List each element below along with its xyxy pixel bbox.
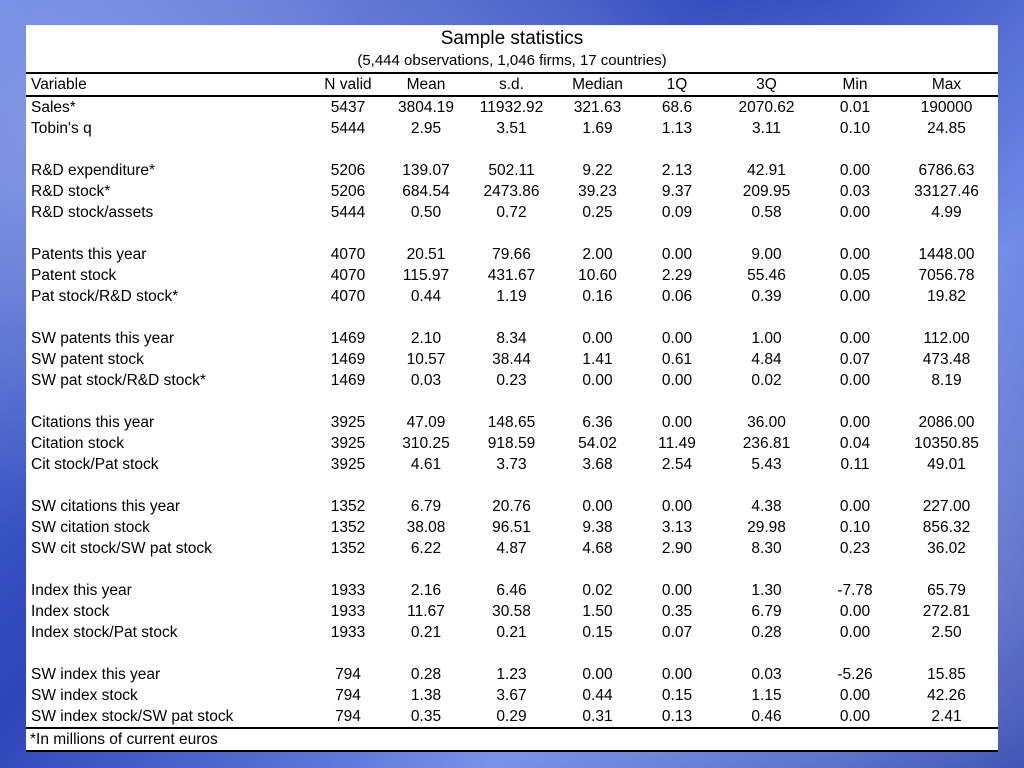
value-cell: 502.11 bbox=[488, 162, 535, 179]
value-cell: 0.39 bbox=[751, 288, 782, 305]
value-cell: 0.09 bbox=[661, 204, 693, 221]
value-cell: 0.00 bbox=[839, 288, 871, 305]
value-cell: 1933 bbox=[330, 603, 366, 620]
variable-name-cell: SW index stock/SW pat stock bbox=[31, 708, 234, 725]
value-cell: 0.00 bbox=[839, 372, 871, 389]
variable-name-cell: SW citations this year bbox=[31, 498, 181, 515]
value-cell: 3.51 bbox=[496, 120, 527, 137]
column-header-variable: Variable bbox=[26, 73, 308, 96]
variable-name-cell: R&D stock* bbox=[31, 183, 111, 200]
table-row bbox=[26, 160, 998, 181]
header-row bbox=[26, 73, 998, 96]
value-cell: 0.00 bbox=[661, 330, 693, 347]
value-cell: 0.35 bbox=[661, 603, 693, 620]
value-cell: 8.19 bbox=[931, 372, 962, 389]
value-cell: 24.85 bbox=[927, 120, 966, 137]
value-cell: 0.02 bbox=[751, 372, 782, 389]
value-cell: 9.22 bbox=[582, 162, 613, 179]
value-cell: 0.00 bbox=[839, 414, 871, 431]
value-cell: 1933 bbox=[330, 624, 366, 641]
variable-name-cell: Citation stock bbox=[31, 435, 125, 452]
value-cell: -5.26 bbox=[837, 666, 873, 683]
value-cell: 0.15 bbox=[661, 687, 693, 704]
value-cell: 918.59 bbox=[487, 435, 536, 452]
value-cell: 0.06 bbox=[661, 288, 693, 305]
value-cell: -7.78 bbox=[837, 582, 873, 599]
value-cell: 473.48 bbox=[922, 351, 971, 368]
value-cell: 1.30 bbox=[751, 582, 782, 599]
value-cell: 4.61 bbox=[410, 456, 442, 473]
value-cell: 1.15 bbox=[751, 687, 782, 704]
value-cell: 0.00 bbox=[839, 330, 871, 347]
table-row bbox=[26, 433, 998, 454]
value-cell: 0.10 bbox=[839, 120, 871, 137]
variable-name-cell: Pat stock/R&D stock* bbox=[31, 288, 179, 305]
value-cell: 36.00 bbox=[747, 414, 786, 431]
variable-name-cell: SW patent stock bbox=[31, 351, 144, 368]
table-row bbox=[26, 349, 998, 370]
value-cell: 2.16 bbox=[410, 582, 442, 599]
value-cell: 8.34 bbox=[496, 330, 527, 347]
variable-name-cell: Cit stock/Pat stock bbox=[31, 456, 159, 473]
table-row bbox=[26, 96, 998, 118]
value-cell: 0.44 bbox=[410, 288, 442, 305]
value-cell: 6.79 bbox=[751, 603, 782, 620]
table-row bbox=[26, 622, 998, 643]
value-cell: 39.23 bbox=[578, 183, 617, 200]
value-cell: 8.30 bbox=[751, 540, 782, 557]
value-cell: 3925 bbox=[330, 456, 366, 473]
column-header-mean: Mean bbox=[388, 73, 464, 96]
value-cell: 47.09 bbox=[406, 414, 446, 431]
value-cell: 10.57 bbox=[406, 351, 446, 368]
table-row bbox=[26, 244, 998, 265]
value-cell: 9.37 bbox=[661, 183, 693, 200]
value-cell: 0.01 bbox=[839, 99, 871, 116]
value-cell: 1352 bbox=[330, 519, 366, 536]
value-cell: 0.29 bbox=[496, 708, 527, 725]
group-spacer bbox=[26, 307, 998, 328]
table-row bbox=[26, 265, 998, 286]
table-body bbox=[26, 96, 998, 728]
value-cell: 0.28 bbox=[410, 666, 442, 683]
spacer-cell bbox=[26, 559, 998, 580]
value-cell: 9.00 bbox=[751, 246, 782, 263]
value-cell: 1.38 bbox=[410, 687, 442, 704]
value-cell: 236.81 bbox=[742, 435, 791, 452]
table-row bbox=[26, 517, 998, 538]
value-cell: 148.65 bbox=[487, 414, 536, 431]
value-cell: 6.46 bbox=[496, 582, 527, 599]
value-cell: 0.35 bbox=[410, 708, 442, 725]
value-cell: 65.79 bbox=[927, 582, 966, 599]
column-header-max: Max bbox=[895, 73, 998, 96]
value-cell: 0.58 bbox=[751, 204, 782, 221]
variable-name-cell: SW pat stock/R&D stock* bbox=[31, 372, 206, 389]
value-cell: 794 bbox=[335, 687, 361, 704]
column-header-3q: 3Q bbox=[718, 73, 815, 96]
value-cell: 0.00 bbox=[839, 603, 871, 620]
column-header-1q: 1Q bbox=[636, 73, 718, 96]
value-cell: 1933 bbox=[330, 582, 366, 599]
value-cell: 794 bbox=[335, 666, 361, 683]
value-cell: 0.31 bbox=[582, 708, 613, 725]
value-cell: 115.97 bbox=[402, 267, 450, 284]
spacer-cell bbox=[26, 223, 998, 244]
value-cell: 79.66 bbox=[492, 246, 531, 263]
value-cell: 5437 bbox=[330, 99, 366, 116]
value-cell: 33127.46 bbox=[914, 183, 979, 200]
value-cell: 1.19 bbox=[496, 288, 527, 305]
value-cell: 0.25 bbox=[582, 204, 613, 221]
value-cell: 0.00 bbox=[839, 687, 871, 704]
value-cell: 321.63 bbox=[573, 99, 622, 116]
variable-name-cell: SW cit stock/SW pat stock bbox=[31, 540, 212, 557]
value-cell: 1448.00 bbox=[918, 246, 975, 263]
value-cell: 0.00 bbox=[661, 666, 693, 683]
value-cell: 2.50 bbox=[931, 624, 962, 641]
value-cell: 2.10 bbox=[410, 330, 442, 347]
group-spacer bbox=[26, 139, 998, 160]
value-cell: 139.07 bbox=[402, 162, 450, 179]
value-cell: 2.13 bbox=[661, 162, 693, 179]
value-cell: 1352 bbox=[330, 540, 366, 557]
value-cell: 0.00 bbox=[661, 582, 693, 599]
value-cell: 209.95 bbox=[742, 183, 791, 200]
value-cell: 0.46 bbox=[751, 708, 782, 725]
table-subtitle: (5,444 observations, 1,046 firms, 17 countries) bbox=[357, 52, 667, 69]
table-row bbox=[26, 664, 998, 685]
value-cell: 11932.92 bbox=[479, 99, 544, 116]
value-cell: 20.76 bbox=[492, 498, 531, 515]
value-cell: 3.13 bbox=[661, 519, 693, 536]
table-row bbox=[26, 286, 998, 307]
value-cell: 0.21 bbox=[496, 624, 527, 641]
table-title: Sample statistics bbox=[440, 28, 584, 49]
value-cell: 0.03 bbox=[410, 372, 442, 389]
value-cell: 227.00 bbox=[922, 498, 971, 515]
variable-name-cell: Index this year bbox=[31, 582, 132, 599]
value-cell: 0.15 bbox=[582, 624, 613, 641]
value-cell: 1.13 bbox=[661, 120, 693, 137]
value-cell: 4.87 bbox=[496, 540, 527, 557]
variable-name-cell: SW patents this year bbox=[31, 330, 175, 347]
value-cell: 3.11 bbox=[751, 120, 782, 137]
spacer-cell bbox=[26, 475, 998, 496]
table-row bbox=[26, 538, 998, 559]
value-cell: 0.04 bbox=[839, 435, 871, 452]
value-cell: 1469 bbox=[330, 351, 366, 368]
value-cell: 0.61 bbox=[661, 351, 693, 368]
value-cell: 1.69 bbox=[582, 120, 613, 137]
value-cell: 3804.19 bbox=[397, 99, 455, 116]
value-cell: 6.36 bbox=[582, 414, 613, 431]
value-cell: 30.58 bbox=[492, 603, 531, 620]
value-cell: 0.16 bbox=[582, 288, 613, 305]
value-cell: 0.07 bbox=[661, 624, 693, 641]
value-cell: 2.29 bbox=[661, 267, 693, 284]
variable-name-cell: Patents this year bbox=[31, 246, 147, 263]
value-cell: 0.00 bbox=[839, 204, 871, 221]
value-cell: 5.43 bbox=[751, 456, 782, 473]
value-cell: 0.13 bbox=[661, 708, 693, 725]
value-cell: 4.68 bbox=[582, 540, 613, 557]
value-cell: 0.05 bbox=[839, 267, 871, 284]
group-spacer bbox=[26, 559, 998, 580]
spacer-cell bbox=[26, 391, 998, 412]
value-cell: 42.26 bbox=[927, 687, 966, 704]
value-cell: 272.81 bbox=[922, 603, 971, 620]
value-cell: 1.00 bbox=[751, 330, 782, 347]
value-cell: 0.00 bbox=[661, 414, 693, 431]
table-row bbox=[26, 118, 998, 139]
table-row bbox=[26, 181, 998, 202]
value-cell: 36.02 bbox=[927, 540, 966, 557]
value-cell: 42.91 bbox=[747, 162, 786, 179]
value-cell: 54.02 bbox=[578, 435, 617, 452]
variable-name-cell: Citations this year bbox=[31, 414, 155, 431]
value-cell: 5206 bbox=[330, 183, 366, 200]
value-cell: 4070 bbox=[330, 246, 366, 263]
value-cell: 11.49 bbox=[658, 435, 696, 452]
value-cell: 0.00 bbox=[661, 246, 693, 263]
column-header-median: Median bbox=[559, 73, 636, 96]
value-cell: 4070 bbox=[330, 267, 366, 284]
variable-name-cell: Index stock/Pat stock bbox=[31, 624, 178, 641]
value-cell: 0.00 bbox=[582, 330, 613, 347]
value-cell: 1469 bbox=[330, 372, 366, 389]
value-cell: 5444 bbox=[330, 120, 366, 137]
variable-name-cell: R&D expenditure* bbox=[31, 162, 156, 179]
value-cell: 11.67 bbox=[407, 603, 445, 620]
variable-name-cell: Sales* bbox=[31, 99, 76, 116]
slide bbox=[26, 25, 998, 752]
value-cell: 0.07 bbox=[839, 351, 871, 368]
value-cell: 49.01 bbox=[927, 456, 966, 473]
value-cell: 0.02 bbox=[582, 582, 613, 599]
value-cell: 0.11 bbox=[840, 456, 870, 473]
value-cell: 38.44 bbox=[492, 351, 531, 368]
group-spacer bbox=[26, 475, 998, 496]
value-cell: 1352 bbox=[330, 498, 366, 515]
value-cell: 2070.62 bbox=[738, 99, 795, 116]
value-cell: 1.50 bbox=[582, 603, 613, 620]
value-cell: 96.51 bbox=[492, 519, 531, 536]
footnote-row bbox=[26, 728, 998, 751]
spacer-cell bbox=[26, 139, 998, 160]
value-cell: 431.67 bbox=[487, 267, 536, 284]
value-cell: 0.23 bbox=[496, 372, 527, 389]
value-cell: 3.73 bbox=[496, 456, 527, 473]
statistics-table bbox=[26, 72, 998, 752]
value-cell: 3925 bbox=[330, 414, 366, 431]
value-cell: 3.68 bbox=[582, 456, 613, 473]
value-cell: 2086.00 bbox=[918, 414, 975, 431]
value-cell: 1.41 bbox=[582, 351, 613, 368]
value-cell: 2.00 bbox=[582, 246, 613, 263]
spacer-cell bbox=[26, 307, 998, 328]
value-cell: 2.95 bbox=[410, 120, 442, 137]
value-cell: 2473.86 bbox=[483, 183, 540, 200]
footnote: *In millions of current euros bbox=[26, 728, 998, 751]
value-cell: 0.28 bbox=[751, 624, 782, 641]
variable-name-cell: Patent stock bbox=[31, 267, 117, 284]
value-cell: 0.50 bbox=[410, 204, 442, 221]
value-cell: 0.44 bbox=[582, 687, 613, 704]
group-spacer bbox=[26, 643, 998, 664]
value-cell: 6.79 bbox=[410, 498, 442, 515]
value-cell: 0.00 bbox=[661, 498, 693, 515]
value-cell: 4070 bbox=[330, 288, 366, 305]
spacer-cell bbox=[26, 643, 998, 664]
value-cell: 29.98 bbox=[747, 519, 786, 536]
value-cell: 7056.78 bbox=[918, 267, 975, 284]
value-cell: 10.60 bbox=[578, 267, 617, 284]
value-cell: 20.51 bbox=[406, 246, 446, 263]
value-cell: 0.03 bbox=[751, 666, 782, 683]
value-cell: 0.00 bbox=[839, 162, 871, 179]
variable-name-cell: SW index this year bbox=[31, 666, 161, 683]
value-cell: 6786.63 bbox=[918, 162, 975, 179]
table-row bbox=[26, 328, 998, 349]
value-cell: 3.67 bbox=[496, 687, 527, 704]
value-cell: 190000 bbox=[920, 99, 973, 116]
table-row bbox=[26, 496, 998, 517]
value-cell: 1.23 bbox=[496, 666, 527, 683]
value-cell: 9.38 bbox=[582, 519, 613, 536]
table-row bbox=[26, 706, 998, 728]
value-cell: 3925 bbox=[330, 435, 366, 452]
value-cell: 5444 bbox=[330, 204, 366, 221]
table-row bbox=[26, 412, 998, 433]
value-cell: 55.46 bbox=[747, 267, 786, 284]
value-cell: 2.90 bbox=[661, 540, 693, 557]
value-cell: 0.00 bbox=[582, 498, 613, 515]
value-cell: 0.00 bbox=[839, 498, 871, 515]
table-row bbox=[26, 685, 998, 706]
variable-name-cell: Tobin's q bbox=[31, 120, 92, 137]
value-cell: 2.41 bbox=[931, 708, 962, 725]
value-cell: 4.38 bbox=[751, 498, 782, 515]
value-cell: 112.00 bbox=[923, 330, 970, 347]
value-cell: 0.21 bbox=[410, 624, 442, 641]
value-cell: 0.00 bbox=[661, 372, 693, 389]
column-header-sd: s.d. bbox=[464, 73, 559, 96]
value-cell: 4.84 bbox=[751, 351, 782, 368]
variable-name-cell: R&D stock/assets bbox=[31, 204, 154, 221]
value-cell: 310.25 bbox=[402, 435, 450, 452]
variable-name-cell: SW citation stock bbox=[31, 519, 150, 536]
value-cell: 19.82 bbox=[927, 288, 966, 305]
table-row bbox=[26, 454, 998, 475]
value-cell: 684.54 bbox=[402, 183, 450, 200]
variable-name-cell: SW index stock bbox=[31, 687, 138, 704]
table-row bbox=[26, 370, 998, 391]
value-cell: 0.00 bbox=[839, 708, 871, 725]
value-cell: 0.23 bbox=[839, 540, 871, 557]
value-cell: 6.22 bbox=[410, 540, 442, 557]
value-cell: 0.00 bbox=[582, 666, 613, 683]
column-header-n-valid: N valid bbox=[308, 73, 388, 96]
table-row bbox=[26, 601, 998, 622]
value-cell: 856.32 bbox=[922, 519, 971, 536]
table-row bbox=[26, 202, 998, 223]
value-cell: 5206 bbox=[330, 162, 366, 179]
value-cell: 0.72 bbox=[496, 204, 527, 221]
value-cell: 0.00 bbox=[839, 246, 871, 263]
value-cell: 0.00 bbox=[839, 624, 871, 641]
value-cell: 0.00 bbox=[582, 372, 613, 389]
table-row bbox=[26, 580, 998, 601]
column-header-min: Min bbox=[815, 73, 895, 96]
value-cell: 15.85 bbox=[927, 666, 966, 683]
value-cell: 1469 bbox=[330, 330, 366, 347]
value-cell: 2.54 bbox=[661, 456, 693, 473]
value-cell: 10350.85 bbox=[914, 435, 979, 452]
value-cell: 0.03 bbox=[839, 183, 871, 200]
value-cell: 38.08 bbox=[406, 519, 446, 536]
variable-name-cell: Index stock bbox=[31, 603, 110, 620]
value-cell: 794 bbox=[335, 708, 361, 725]
value-cell: 4.99 bbox=[931, 204, 962, 221]
value-cell: 0.10 bbox=[839, 519, 871, 536]
group-spacer bbox=[26, 223, 998, 244]
value-cell: 68.6 bbox=[661, 99, 693, 116]
group-spacer bbox=[26, 391, 998, 412]
